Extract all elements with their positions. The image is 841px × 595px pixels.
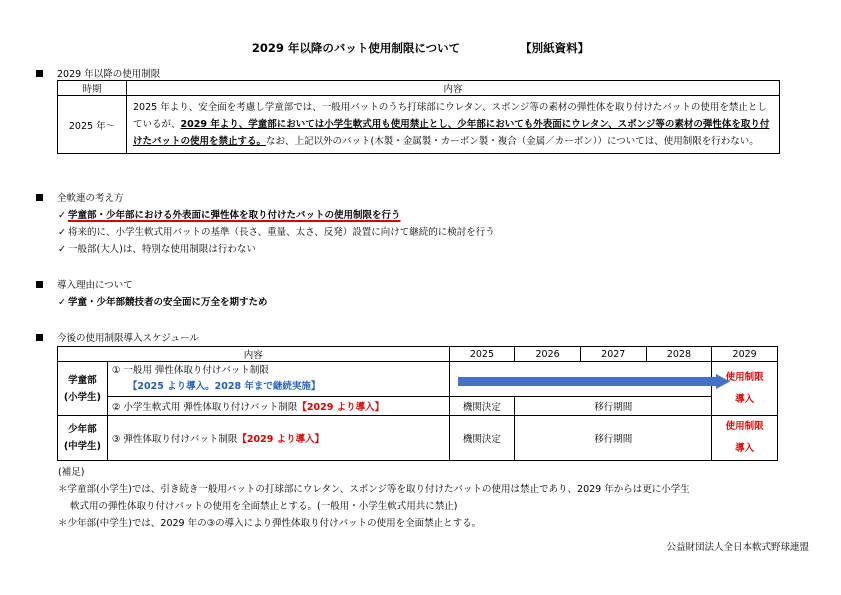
row1-content: ① 一般用 弾性体取り付けバット制限 【2025 より導入。2028 年まで継続実施】	[107, 362, 449, 397]
row3-decision: 機関決定	[449, 416, 515, 461]
checkmark-icon: ✓	[58, 297, 66, 308]
notes-block	[58, 464, 690, 532]
section4-heading: 今後の使用制限導入スケジュール	[36, 330, 199, 344]
policy-item-2: ✓ 将来的に、小学生軟式用バットの基準（長さ、重量、太さ、反発）設置に向けて継続的に検討を行う	[58, 227, 495, 238]
year-2025-header: 2025	[449, 347, 515, 362]
year-2029-header: 2029	[712, 347, 778, 362]
section3-heading: 導入理由について	[36, 277, 133, 291]
content-cell: 2025 年より、安全面を考慮し学童部では、一般用バットのうち打球部にウレタン、スポンジ等の素材の弾性体を取り付けたバットの使用を禁止としているが、2029 年より、学童部においては小学生軟式用も使用禁止とし、少年部においても外表面にウレタン、スポンジ等の素材の弾性体を取り付けたバットの使用を禁止する。なお、上記以外のバット(木製・金属製・カーボン製・複合（金属／カーボン））については、使用制限を行わない。	[127, 96, 780, 154]
bullet-square-icon	[36, 334, 43, 341]
year-2027-header: 2027	[580, 347, 646, 362]
organization-name: 公益財団法人全日本軟式野球連盟	[666, 542, 809, 553]
period-cell: 2025 年～	[58, 96, 127, 154]
notes-heading: (補足)	[58, 467, 85, 478]
checkmark-icon: ✓	[58, 227, 66, 238]
restriction-table	[57, 80, 780, 154]
note-line-3: ＊少年部(中学生)では、2029 年の③の導入により弾性体取り付けバットの使用を全面禁止とする。	[58, 518, 482, 529]
checkmark-icon: ✓	[58, 244, 66, 255]
section2-heading: 全軟連の考え方	[36, 190, 124, 204]
group-junior: 少年部 (中学生)	[58, 416, 108, 461]
year-2026-header: 2026	[515, 347, 581, 362]
row2-decision: 機関決定	[449, 397, 515, 416]
policy-item-3: ✓ 一般部(大人)は、特別な使用制限は行わない	[58, 244, 256, 255]
result-junior: 使用制限 導入	[712, 416, 778, 461]
timeline-arrow-icon	[458, 374, 730, 389]
row3-content: ③ 弾性体取り付けバット制限【2029 より導入】	[107, 416, 449, 461]
row2-transition: 移行期間	[515, 397, 712, 416]
page-title	[0, 40, 841, 56]
title-tag: 【別紙資料】	[520, 41, 590, 55]
col-content-header: 内容	[127, 81, 780, 96]
bullet-square-icon	[36, 70, 43, 77]
section1-heading: 2029 年以降の使用制限	[36, 66, 160, 80]
policy-item-1: ✓ 学童部・少年部における外表面に弾性体を取り付けたバットの使用制限を行う	[58, 210, 401, 221]
row3-transition: 移行期間	[515, 416, 712, 461]
reason-item: ✓ 学童・少年部競技者の安全面に万全を期すため	[58, 297, 268, 308]
group-elementary: 学童部 (小学生)	[58, 362, 108, 416]
note-line-2: 軟式用の弾性体取り付けバットの使用を全面禁止とする。(一般用・小学生軟式用共に禁止)	[70, 501, 458, 512]
col-period-header: 時期	[58, 81, 127, 96]
bullet-square-icon	[36, 281, 43, 288]
row2-content: ② 小学生軟式用 弾性体取り付けバット制限【2029 より導入】	[107, 397, 449, 416]
bullet-square-icon	[36, 194, 43, 201]
schedule-table	[57, 346, 778, 461]
result-elementary: 使用制限 導入	[712, 362, 778, 416]
checkmark-icon: ✓	[58, 210, 66, 221]
year-2028-header: 2028	[646, 347, 712, 362]
note-line-1: ＊学童部(小学生)では、引き続き一般用バットの打球部にウレタン、スポンジ等を取り付けたバットの使用は禁止であり、2029 年からは更に小学生	[58, 484, 690, 495]
schedule-content-header: 内容	[58, 347, 450, 362]
title-text: 2029 年以降のバット使用制限について	[251, 41, 461, 55]
